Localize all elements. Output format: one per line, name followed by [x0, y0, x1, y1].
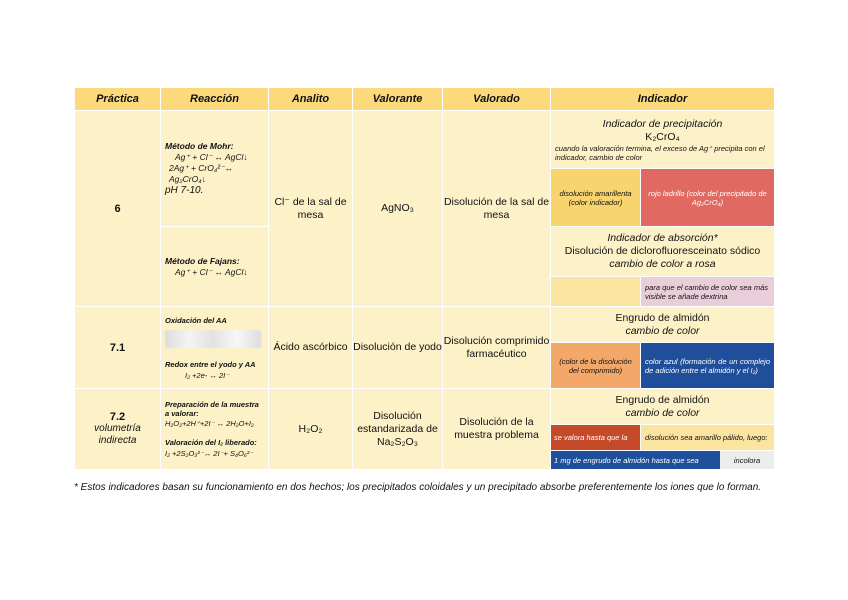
- p71-ind-right: color azul (formación de un complejo de adición entre el almidón y el I₂): [641, 343, 775, 389]
- p71-ind-change: cambio de color: [625, 324, 700, 337]
- p71-valorante: Disolución de yodo: [353, 307, 443, 389]
- p6-analito: Cl⁻ de la sal de mesa: [269, 111, 353, 307]
- p6-fajans-title: Método de Fajans:: [165, 255, 240, 266]
- p71-redox-r: I₂ +2e- ↔ 2I⁻: [185, 370, 230, 380]
- footnote: * Estos indicadores basan su funcionamiento en dos hechos; los precipitados coloidales y un precipitado absorbe preferentemente los iones que lo forman.: [74, 482, 762, 493]
- p71-valorado: Disolución comprimido farmacéutico: [443, 307, 551, 389]
- header-valorado: Valorado: [443, 88, 551, 111]
- p72-val-r: I₂ +2S₂O₃²⁻↔ 2I⁻+ S₄O₆²⁻: [165, 448, 254, 458]
- p72-step2: [551, 451, 775, 470]
- p72-val-title: Valoración del I₂ liberado:: [165, 437, 257, 447]
- p72-step2-right: incolora: [720, 451, 774, 469]
- p6-ind2-change: cambio de color a rosa: [609, 258, 716, 270]
- p6-ind1-title: Indicador de precipitación: [602, 117, 723, 130]
- p6-ind1-desc: cuando la valoración termina, el exceso de Ag⁺ precipita con el indicador, cambio de color: [555, 143, 765, 162]
- header-valorante: Valorante: [353, 88, 443, 111]
- p71-ind-title: Engrudo de almidón: [615, 311, 710, 324]
- p6-ind1-formula: K₂CrO₄: [645, 130, 680, 143]
- p6-indicator1: [551, 111, 775, 169]
- p6-mohr-cell: [161, 111, 269, 227]
- row-p72-a: [75, 389, 775, 425]
- p71-analito: Ácido ascórbico: [269, 307, 353, 389]
- p71-reaction-cell: [161, 307, 269, 389]
- p72-valorado: Disolución de la muestra problema: [443, 389, 551, 470]
- p6-mohr-r2: 2Ag⁺ + CrO₄²⁻↔ Ag₂CrO₄↓: [169, 163, 234, 184]
- p71-ind-left: (color de la disolución del comprimido): [551, 343, 641, 389]
- practicas-table: [74, 87, 775, 470]
- p6-fajans-cell: [161, 227, 269, 307]
- p6-ind2-right: para que el cambio de color sea más visible se añade dextrina: [641, 277, 775, 307]
- p72-step2-left: 1 mg de engrudo de almidón hasta que sea: [551, 451, 720, 469]
- header-row: [75, 88, 775, 111]
- p6-valorante: AgNO₃: [353, 111, 443, 307]
- p6-ind2-title: Indicador de absorción*: [607, 232, 718, 244]
- p6-ind2-left: [551, 277, 641, 307]
- p72-reaction-cell: [161, 389, 269, 470]
- p72-prep-r: H₂O₂+2H⁺+2I⁻ ↔ 2H₂O+I₂: [165, 418, 254, 428]
- p6-mohr-ph: pH 7-10.: [165, 185, 204, 196]
- row-p71-a: [75, 307, 775, 343]
- p71-number: 7.1: [75, 307, 161, 389]
- header-reaccion: Reacción: [161, 88, 269, 111]
- p72-analito: H₂O₂: [269, 389, 353, 470]
- p6-mohr-r1: Ag⁺ + Cl⁻ ↔ AgCl↓: [175, 152, 248, 162]
- header-practica: Práctica: [75, 88, 161, 111]
- p6-ind1-right: rojo ladrillo (color del precipitado de Ag₂CrO₄): [641, 169, 775, 227]
- p72-ind-change: cambio de color: [625, 406, 700, 419]
- header-analito: Analito: [269, 88, 353, 111]
- p72-prep-title: Preparación de la muestra a valorar:: [165, 399, 259, 418]
- p71-redox-title: Redox entre el yodo y AA: [165, 359, 256, 369]
- p72-number: 7.2: [109, 411, 126, 423]
- p71-ox-image: [165, 330, 264, 351]
- p71-indicator: [551, 307, 775, 343]
- p72-sub: volumetría indirecta: [94, 423, 141, 446]
- p6-number: 6: [75, 111, 161, 307]
- header-indicador: Indicador: [551, 88, 775, 111]
- p6-ind1-left: disolución amarillenta (color indicador): [551, 169, 641, 227]
- p6-ind2-name: Disolución de diclorofluoresceinato sódico: [564, 245, 761, 257]
- p72-ind-title: Engrudo de almidón: [615, 393, 710, 406]
- p72-number-cell: [75, 389, 161, 470]
- p72-step1-right: disolución sea amarillo pálido, luego:: [641, 425, 775, 451]
- p72-step1-left: se valora hasta que la: [551, 425, 641, 451]
- p6-fajans-r1: Ag⁺ + Cl⁻ ↔ AgCl↓: [175, 266, 248, 277]
- p72-indicator: [551, 389, 775, 425]
- p72-valorante: Disolución estandarizada de Na₂S₂O₃: [353, 389, 443, 470]
- p71-ox-title: Oxidación del AA: [165, 315, 227, 325]
- p6-indicator2: [551, 227, 775, 277]
- p6-mohr-title: Método de Mohr:: [165, 141, 234, 151]
- row-p6-a: [75, 111, 775, 169]
- p6-valorado: Disolución de la sal de mesa: [443, 111, 551, 307]
